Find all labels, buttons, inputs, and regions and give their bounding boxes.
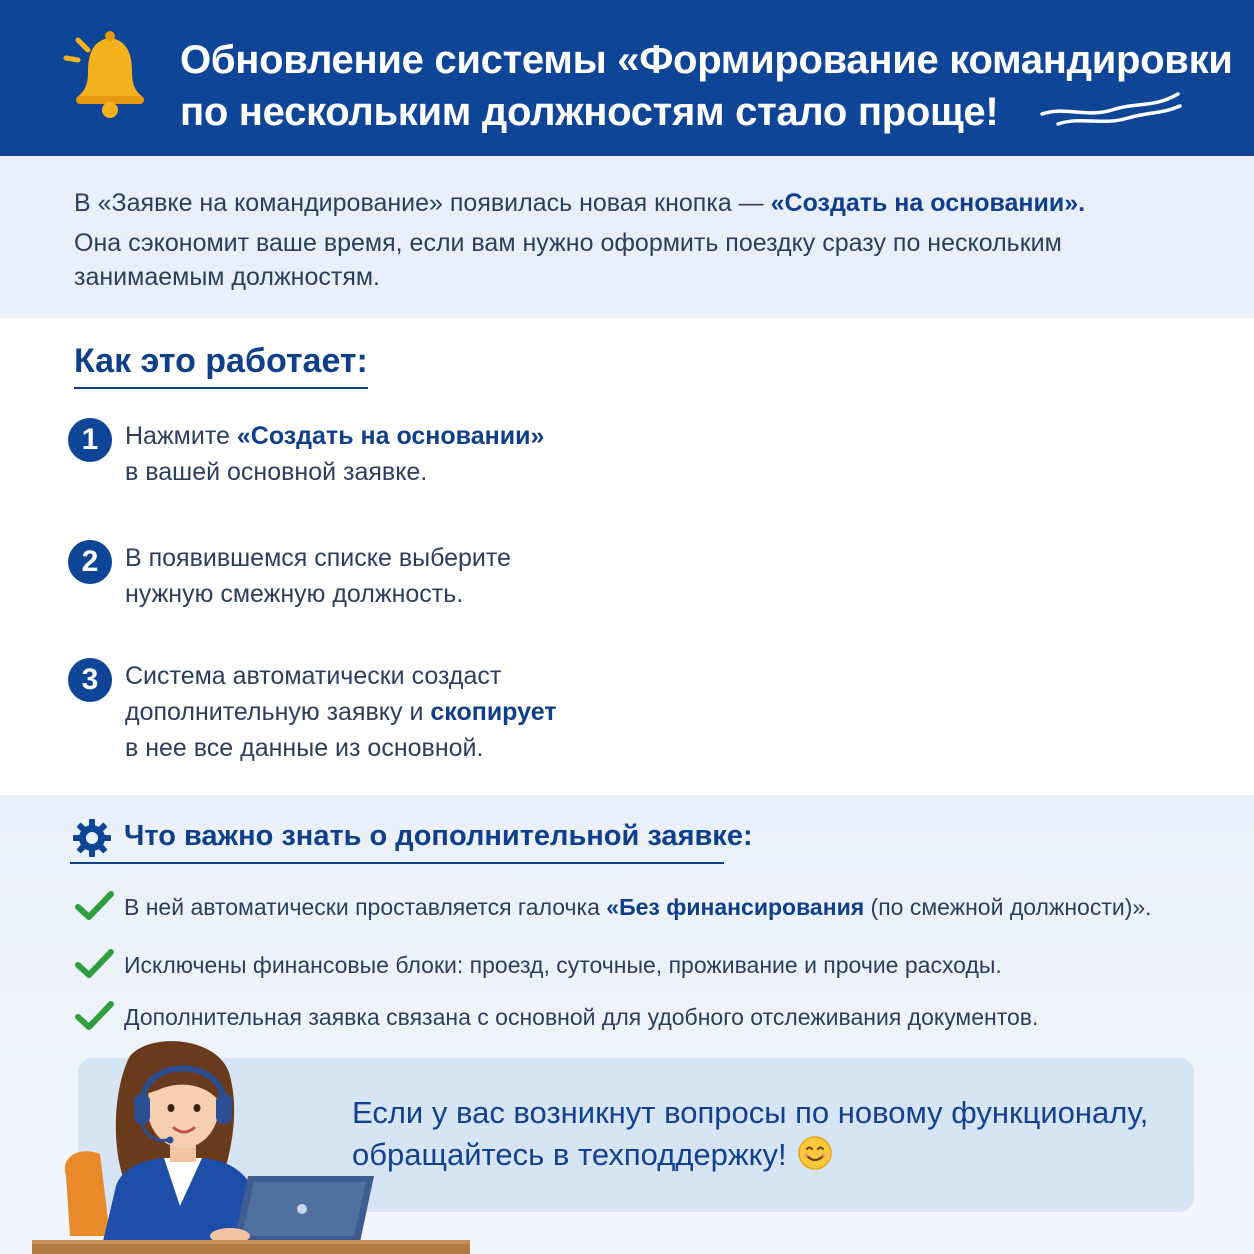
step-text-prefix: Нажмите bbox=[125, 422, 237, 450]
list-item-prefix: В ней автоматически проставляется галочка bbox=[124, 894, 607, 920]
step-text-line-1: Система автоматически создаст bbox=[125, 662, 502, 690]
checkmark-icon bbox=[74, 948, 114, 980]
intro-section bbox=[0, 156, 1254, 318]
no-funding-highlight: «Без финансирования bbox=[606, 894, 865, 920]
list-item-text: Дополнительная заявка связана с основной для удобного отслеживания документов. bbox=[124, 1004, 1039, 1030]
step-text-highlight: «Создать на основании» bbox=[236, 422, 545, 450]
list-item-text: Исключены финансовые блоки: проезд, суточные, проживание и прочие расходы. bbox=[124, 952, 1002, 978]
step-number: 1 bbox=[68, 418, 112, 462]
how-it-works-title: Как это работает: bbox=[74, 342, 368, 389]
support-message bbox=[352, 1092, 1172, 1176]
step-number: 2 bbox=[68, 540, 112, 584]
step-text-line-1: В появившемся списке выберите bbox=[125, 544, 511, 572]
intro-text: В «Заявке на командирование» появилась новая кнопка — bbox=[74, 189, 771, 217]
title-line-2: по нескольким должностям стало проще! bbox=[180, 90, 999, 134]
list-item-text bbox=[124, 892, 1152, 922]
important-title: Что важно знать о дополнительной заявке: bbox=[124, 820, 753, 852]
step-text-line-3: в нее все данные из основной. bbox=[125, 734, 484, 762]
step-text-line-2: дополнительную заявку и bbox=[125, 698, 431, 726]
step-text-line-2: нужную смежную должность. bbox=[125, 580, 464, 608]
bell-icon bbox=[58, 26, 158, 122]
intro-line-2: Она сэкономит ваше время, если вам нужно оформить поездку сразу по нескольким занимаемым должностям. bbox=[74, 229, 1062, 291]
important-header bbox=[70, 816, 753, 864]
create-based-on-highlight: «Создать на основании». bbox=[770, 189, 1086, 217]
intro-line-1 bbox=[74, 186, 1204, 220]
smile-icon bbox=[797, 1135, 833, 1171]
checkmark-icon bbox=[74, 890, 114, 922]
header-banner bbox=[0, 0, 1254, 156]
checkmark-icon bbox=[74, 1000, 114, 1032]
step-text bbox=[125, 658, 557, 766]
support-agent-illustration bbox=[30, 1036, 470, 1254]
gear-icon bbox=[72, 818, 112, 858]
step-text bbox=[125, 418, 544, 490]
step-text-line-2: в вашей основной заявке. bbox=[125, 458, 428, 486]
step-text bbox=[125, 540, 511, 612]
title-line-1: Обновление системы «Формирование командировки bbox=[180, 38, 1233, 82]
list-item-suffix: (по смежной должности)». bbox=[864, 894, 1152, 920]
step-number: 3 bbox=[68, 658, 112, 702]
step-text-highlight: скопирует bbox=[430, 698, 557, 726]
support-line-1: Если у вас возникнут вопросы по новому функционалу, bbox=[352, 1095, 1149, 1130]
support-line-2: обращайтесь в техподдержку! bbox=[352, 1137, 787, 1172]
wave-decoration-icon bbox=[1036, 88, 1184, 130]
